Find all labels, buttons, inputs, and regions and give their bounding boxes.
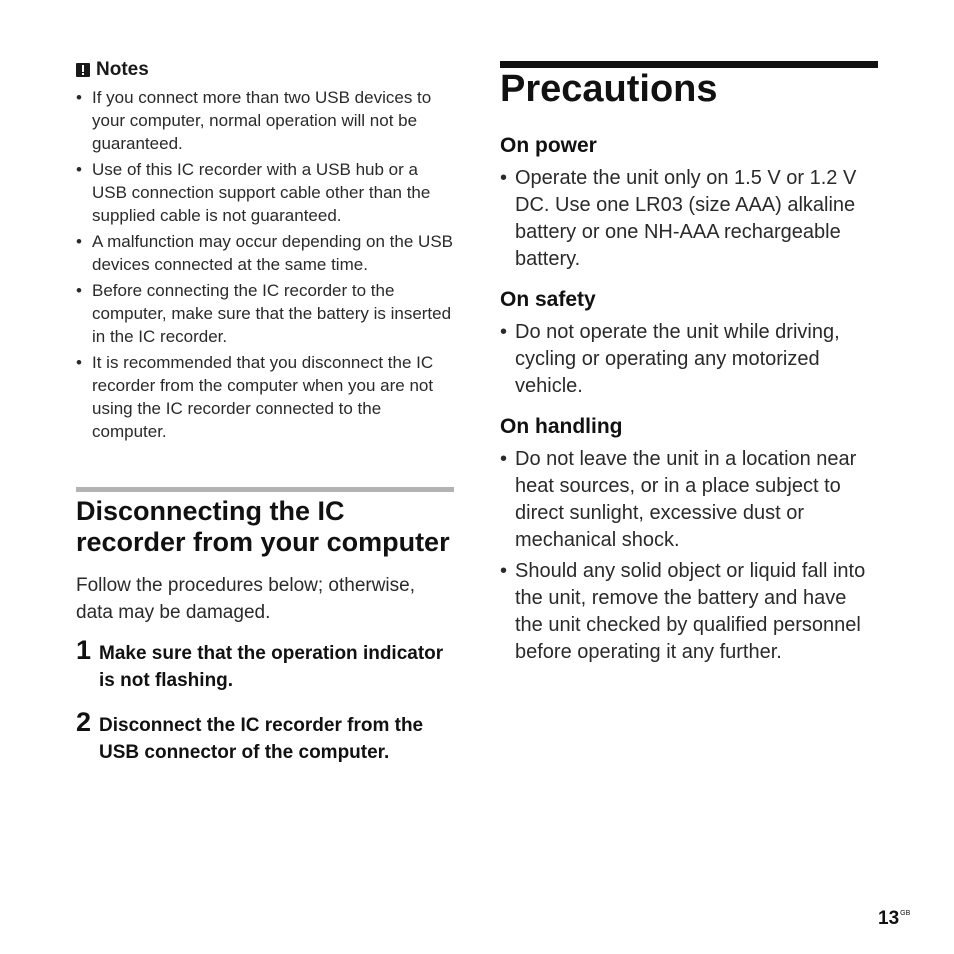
notes-heading-label: Notes — [96, 59, 149, 80]
precaution-text: Do not operate the unit while driving, cycling or operating any motorized vehicle. — [515, 321, 840, 397]
note-text: Before connecting the IC recorder to the computer, make sure that the battery is inserted in the IC recorder. — [92, 281, 452, 346]
step-number: 1 — [76, 635, 92, 665]
page-number-suffix: GB — [900, 910, 911, 917]
list-item — [76, 230, 456, 276]
note-text: A malfunction may occur depending on the USB devices connected at the same time. — [92, 232, 453, 274]
subheading-handling: On handling — [500, 415, 623, 438]
precautions-body — [500, 131, 878, 678]
page-title: Precautions — [500, 68, 718, 110]
subheading-safety: On safety — [500, 288, 596, 311]
bullet: • — [76, 88, 82, 107]
list-item — [76, 351, 456, 443]
list-item — [76, 158, 456, 227]
note-text: Use of this IC recorder with a USB hub or a USB connection support cable other than the supplied cable is not guaranteed. — [92, 160, 431, 225]
step-1 — [76, 635, 456, 694]
bullet: • — [76, 281, 82, 300]
handling-list — [500, 446, 878, 666]
note-warning-icon — [76, 63, 90, 77]
precaution-text: Operate the unit only on 1.5 V or 1.2 V DC. Use one LR03 (size AAA) alkaline battery or one NH-AAA rechargeable battery. — [515, 167, 857, 270]
disconnect-section — [76, 496, 456, 784]
bullet: • — [76, 353, 82, 372]
notes-heading — [76, 58, 456, 82]
precaution-text: Should any solid object or liquid fall into the unit, remove the battery and have the unit checked by qualified personnel before operating it any further. — [515, 560, 866, 663]
power-list — [500, 165, 878, 273]
page-number — [878, 908, 910, 930]
section-intro: Follow the procedures below; otherwise, data may be damaged. — [76, 575, 416, 623]
section-divider — [76, 487, 454, 492]
list-item — [500, 558, 878, 666]
page-number-value: 13 — [878, 908, 900, 929]
list-item — [76, 279, 456, 348]
note-text: It is recommended that you disconnect the IC recorder from the computer when you are not using the IC recorder connected to the computer. — [92, 353, 434, 441]
step-text: Make sure that the operation indicator is not flashing. — [99, 643, 444, 691]
note-text: If you connect more than two USB devices to your computer, normal operation will not be guaranteed. — [92, 88, 432, 153]
bullet: • — [76, 232, 82, 251]
safety-list — [500, 319, 878, 400]
bullet: • — [500, 448, 508, 470]
list-item — [500, 446, 878, 554]
list-item — [500, 165, 878, 273]
step-2 — [76, 707, 456, 766]
step-number: 2 — [76, 707, 92, 737]
bullet: • — [500, 167, 508, 189]
notes-list — [76, 86, 456, 443]
bullet: • — [500, 560, 508, 582]
bullet: • — [500, 321, 508, 343]
bullet: • — [76, 160, 82, 179]
section-title: Disconnecting the IC recorder from your computer — [76, 496, 450, 557]
precaution-text: Do not leave the unit in a location near heat sources, or in a place subject to direct sunlight, excessive dust or mechanical shock. — [515, 448, 857, 551]
list-item — [76, 86, 456, 155]
notes-block — [76, 58, 456, 446]
step-text: Disconnect the IC recorder from the USB connector of the computer. — [99, 715, 424, 763]
list-item — [500, 319, 878, 400]
subheading-power: On power — [500, 134, 597, 157]
